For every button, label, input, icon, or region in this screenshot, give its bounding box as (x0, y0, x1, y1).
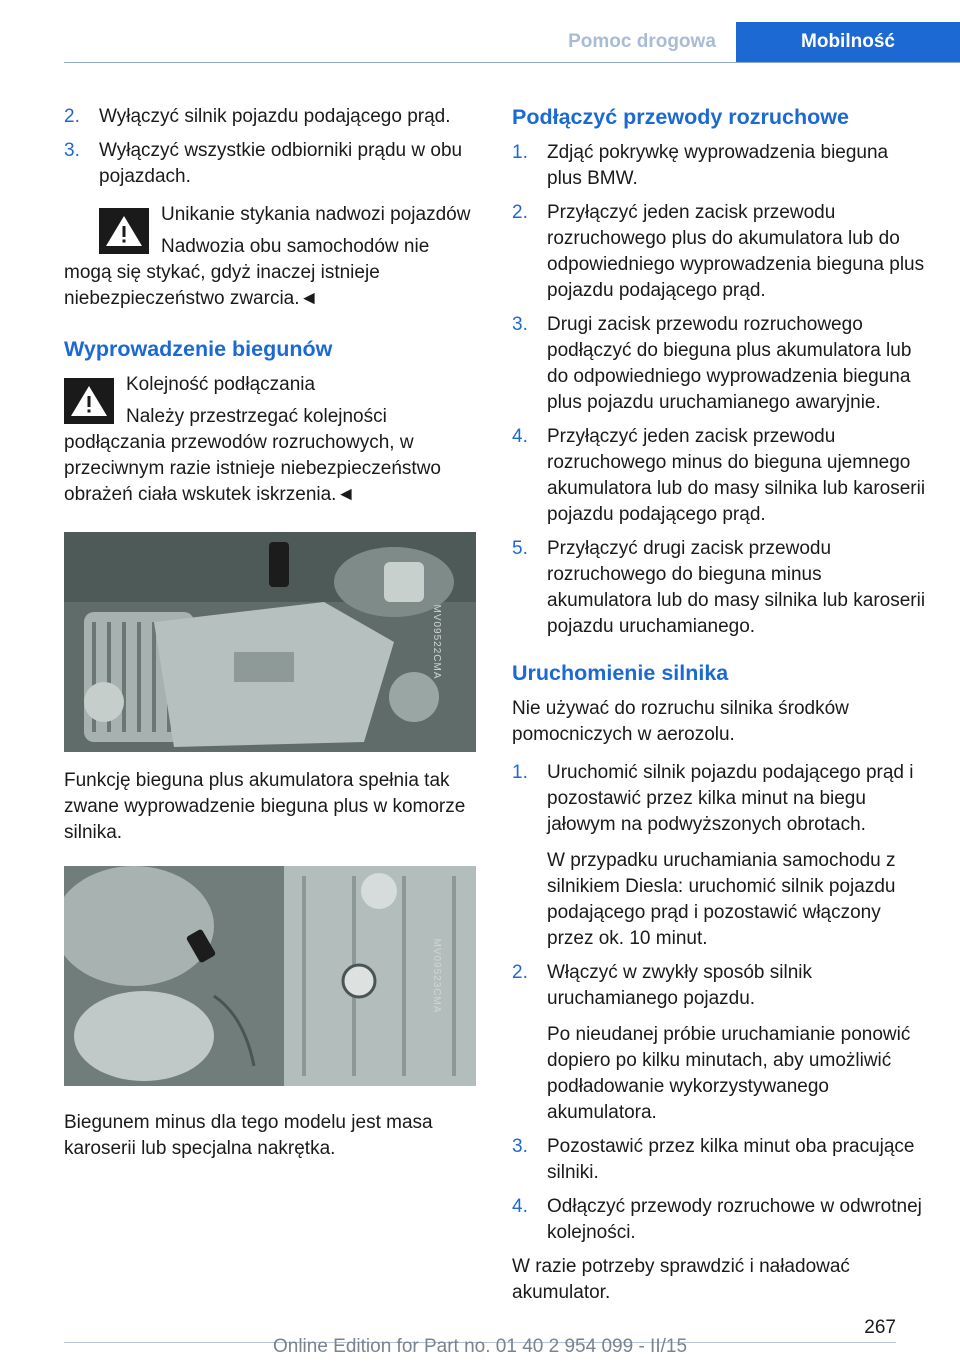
right-column (512, 104, 928, 1318)
warning-icon (64, 378, 114, 424)
tab-pomoc-drogowa[interactable]: Pomoc drogowa (568, 31, 716, 52)
list-item (512, 140, 928, 192)
section-title: Podłączyć przewody rozruchowe (512, 105, 849, 129)
step-number: 2. (512, 962, 528, 983)
warning-block (64, 372, 478, 508)
warning-icon (99, 208, 149, 254)
edition-footer: Online Edition for Part no. 01 40 2 954 099 - II/15 (272, 1336, 688, 1357)
step-number: 2. (512, 202, 528, 223)
step-text: Pozostawić przez kilka minut oba pracujące silniki. (547, 1136, 915, 1183)
list-item (512, 312, 928, 416)
step-number: 1. (512, 762, 528, 783)
list-item (512, 200, 928, 304)
paragraph: W razie potrzeby sprawdzić i naładować akumulator. (512, 1256, 850, 1303)
list-item (512, 1194, 928, 1246)
step-number: 3. (512, 314, 528, 335)
left-column (64, 104, 478, 1174)
step-note: W przypadku uruchamiania samochodu z silnikiem Diesla: uruchomić silnik pojazdu podającego prąd i pozostawić włączony przez ok. 10 minut. (547, 850, 896, 949)
step-text: Przyłączyć jeden zacisk przewodu rozruchowego minus do bieguna ujemnego akumulatora lub do masy silnika lub karoserii pojazdu podającego prąd. (547, 426, 926, 525)
paragraph: Biegunem minus dla tego modelu jest masa karoserii lub specjalna nakrętka. (64, 1112, 433, 1159)
step-text: Przyłączyć drugi zacisk przewodu rozruchowego do bieguna minus akumulatora lub do masy silnika lub karoserii pojazdu uruchamianego. (547, 538, 926, 637)
header-divider (64, 62, 960, 63)
list-item (64, 138, 478, 312)
tab-mobilnosc[interactable]: Mobilność (736, 22, 960, 62)
step-number: 3. (512, 1136, 528, 1157)
paragraph: Nie używać do rozruchu silnika środków pomocniczych w aerozolu. (512, 698, 849, 745)
step-number: 1. (512, 142, 528, 163)
section-title: Uruchomienie silnika (512, 661, 729, 685)
step-note: Po nieudanej próbie uruchamianie ponowić dopiero po kilku minutach, aby umożliwić podładowanie wykorzystywanego akumulatora. (547, 1024, 911, 1123)
step-text: Wyłączyć silnik pojazdu podającego prąd. (99, 106, 451, 127)
section-title: Wyprowadzenie biegunów (64, 337, 333, 361)
list-item (512, 536, 928, 640)
warning-block (64, 202, 478, 312)
warning-title: Kolejność podłączania (126, 374, 316, 395)
photo-code: MV09522CMA (430, 604, 442, 680)
engine-photo (64, 532, 476, 752)
warning-title: Unikanie stykania nadwozi pojazdów (161, 204, 471, 225)
step-text: Odłączyć przewody rozruchowe w odwrotnej kolejności. (547, 1196, 922, 1243)
page-number: 267 (864, 1317, 896, 1338)
engine-photo (64, 866, 476, 1086)
paragraph: Funkcję bieguna plus akumulatora spełnia tak zwane wyprowadzenie bieguna plus w komorze silnika. (64, 770, 466, 843)
step-text: Uruchomić silnik pojazdu podającego prąd i pozostawić przez kilka minut na biegu jałowym na podwyższonych obrotach. (547, 762, 914, 835)
step-text: Zdjąć pokrywkę wyprowadzenia bieguna plus BMW. (547, 142, 889, 189)
photo-code: MV09523CMA (430, 938, 442, 1014)
warning-text: Nadwozia obu samochodów nie mogą się stykać, gdyż inaczej istnieje niebezpieczeństwo zwarcia.◄ (64, 236, 430, 309)
step-number: 2. (64, 106, 80, 127)
step-text: Włączyć w zwykły sposób silnik uruchamianego pojazdu. (547, 962, 812, 1009)
warning-text: Należy przestrzegać kolejności podłączania przewodów rozruchowych, w przeciwnym razie istnieje niebezpieczeństwo obrażeń ciała wskutek iskrzenia.◄ (64, 406, 442, 505)
step-number: 5. (512, 538, 528, 559)
step-number: 4. (512, 426, 528, 447)
step-text: Wyłączyć wszystkie odbiorniki prądu w obu pojazdach. (99, 140, 463, 187)
list-item (512, 424, 928, 528)
list-item (512, 760, 928, 952)
step-text: Przyłączyć jeden zacisk przewodu rozruchowego plus do akumulatora lub do odpowiedniego wyprowadzenia bieguna plus pojazdu podającego prąd. (547, 202, 925, 301)
list-item (512, 1134, 928, 1186)
step-text: Drugi zacisk przewodu rozruchowego podłączyć do bieguna plus akumulatora lub do odpowiedniego wyprowadzenia bieguna plus pojazdu uruchamianego awaryjnie. (547, 314, 912, 413)
step-number: 3. (64, 140, 80, 161)
list-item (64, 104, 478, 130)
list-item (512, 960, 928, 1126)
step-number: 4. (512, 1196, 528, 1217)
